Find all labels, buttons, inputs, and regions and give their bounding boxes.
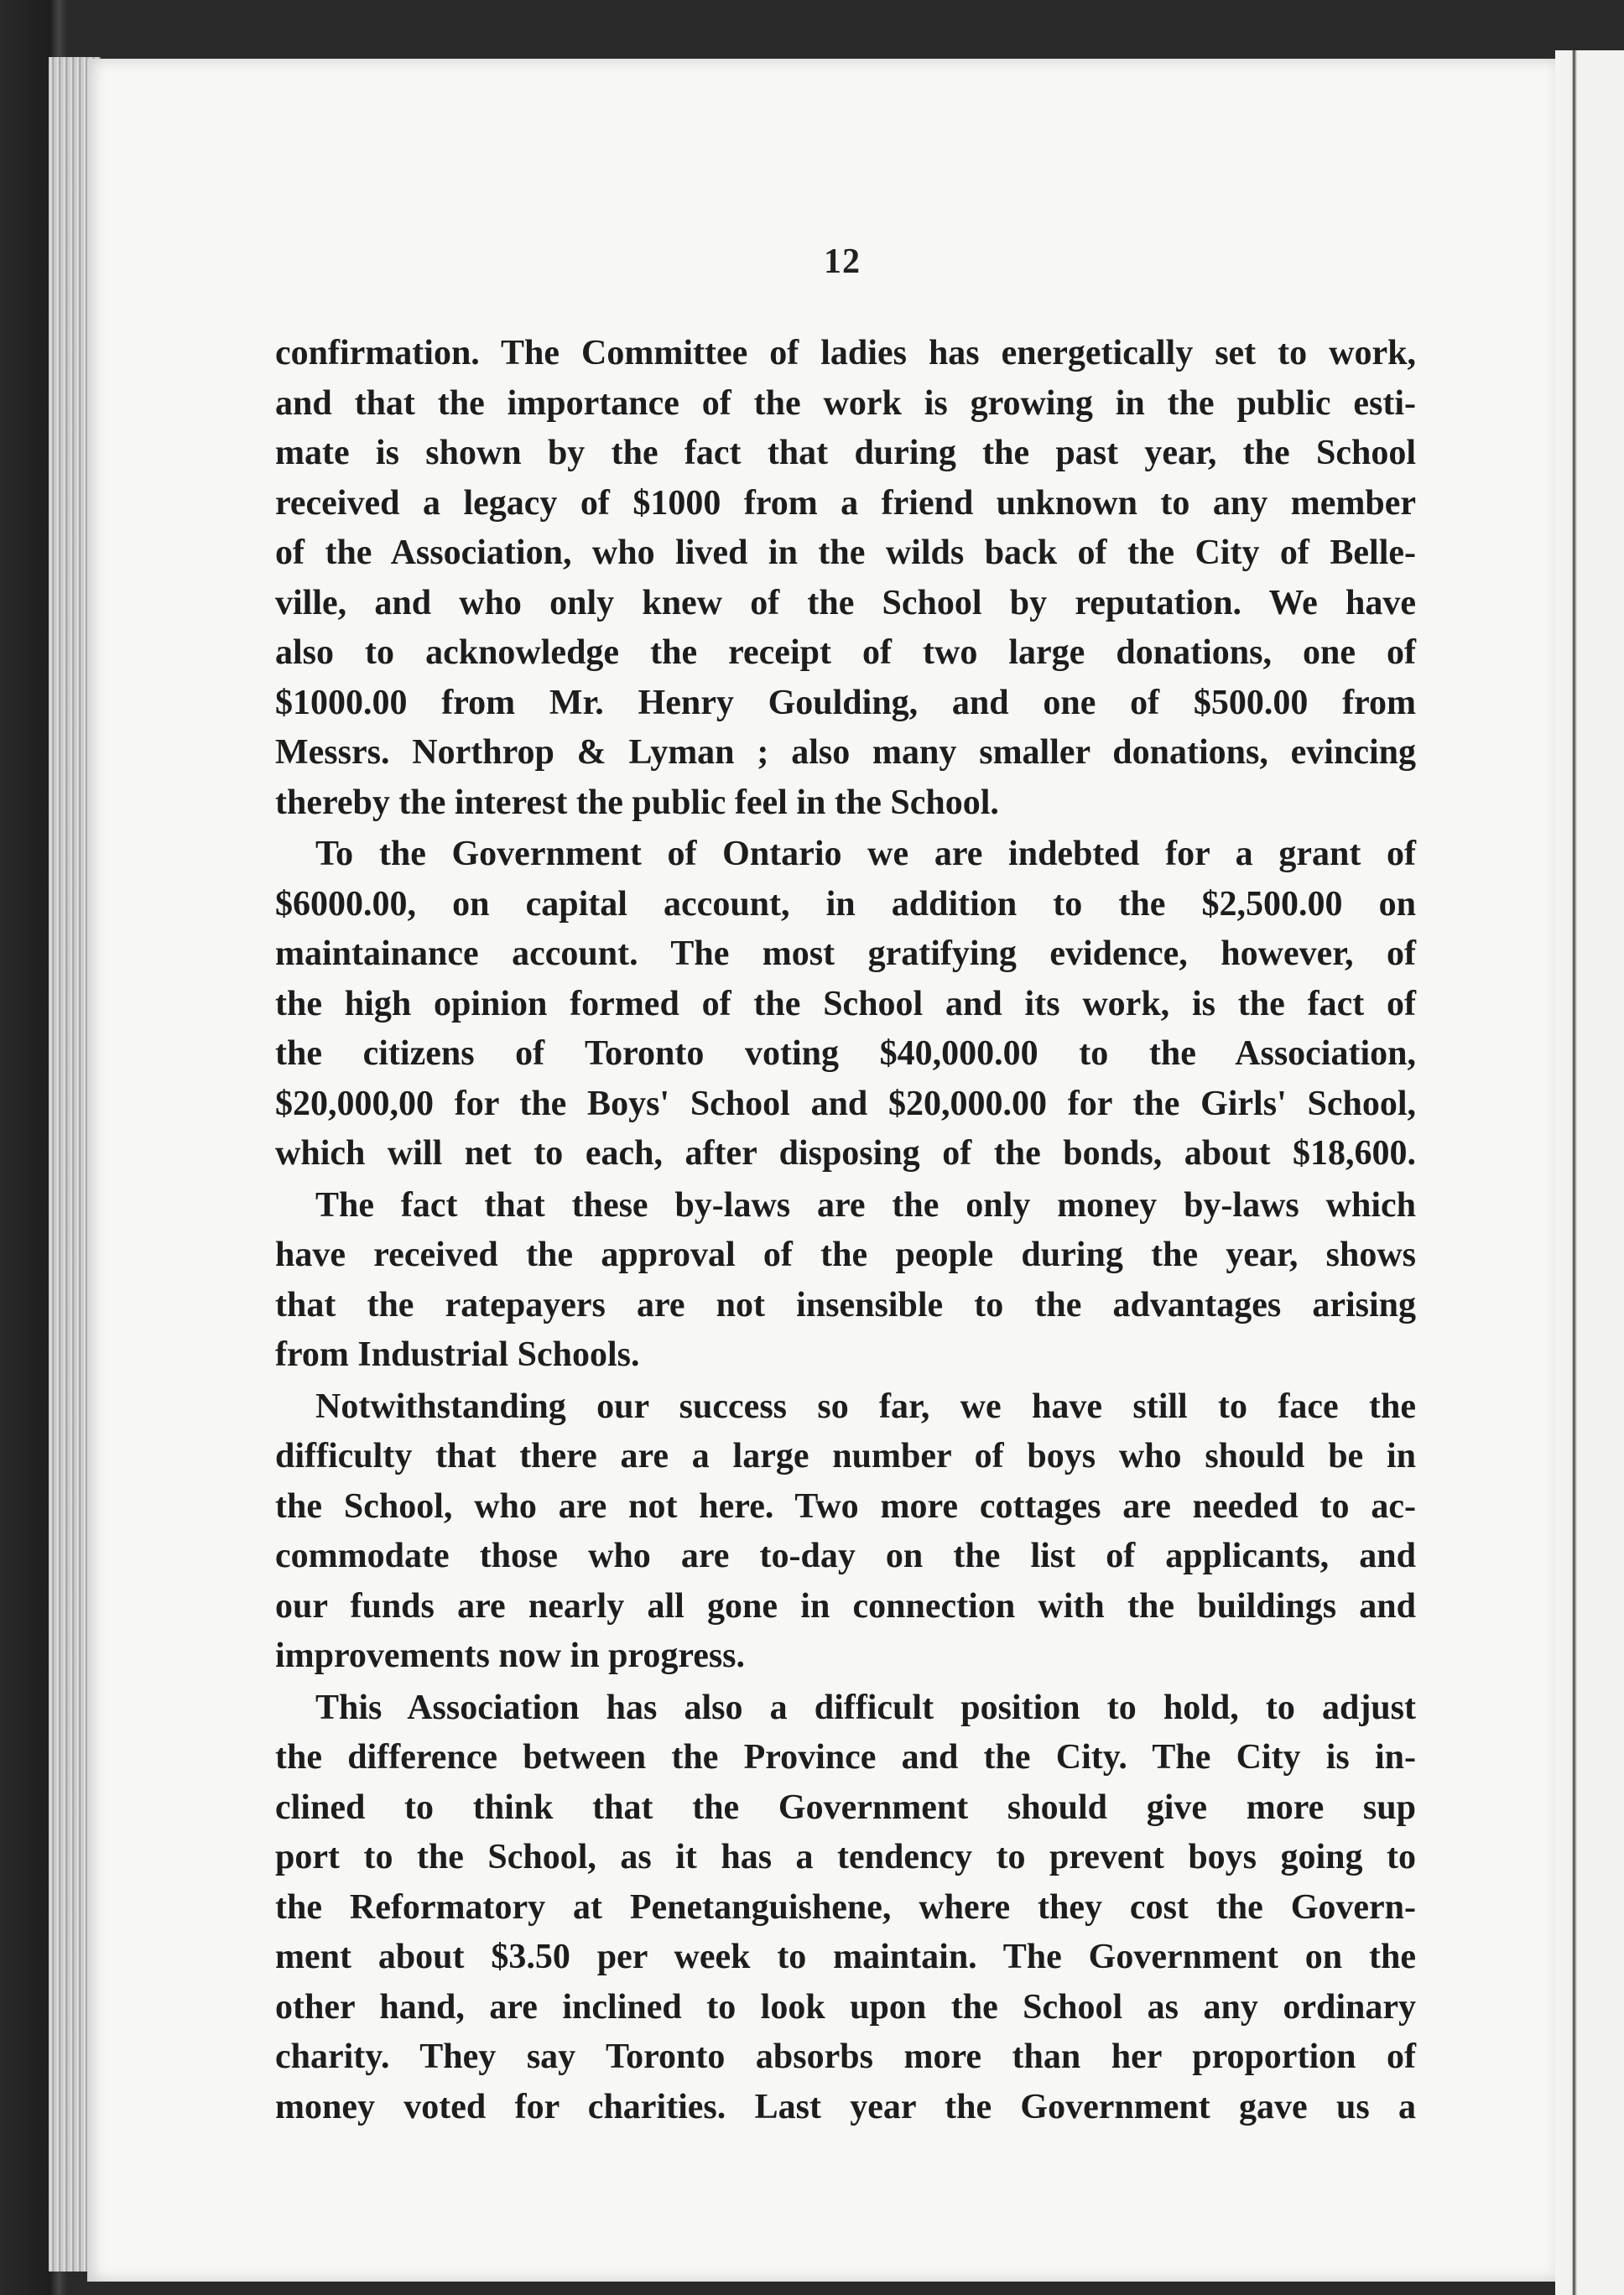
- text-line: also to acknowledge the receipt of two large donations, one of: [275, 633, 1416, 672]
- text-line: other hand, are inclined to look upon the School as any ordinary: [275, 1987, 1416, 2027]
- text-line: charity. They say Toronto absorbs more than her proportion of: [275, 2037, 1416, 2076]
- text-line: money voted for charities. Last year the Government gave us a: [275, 2087, 1416, 2126]
- paragraph-2: [275, 830, 1416, 1179]
- text-line: clined to think that the Government should give more sup: [275, 1788, 1416, 1827]
- text-line: of the Association, who lived in the wilds back of the City of Belle-: [275, 533, 1416, 572]
- text-line: confirmation. The Committee of ladies has energetically set to work,: [275, 334, 1416, 372]
- paragraph-3: [275, 1181, 1416, 1381]
- text-line: the School, who are not here. Two more cottages are needed to ac-: [275, 1486, 1416, 1526]
- paragraph-5: [275, 1684, 1416, 2133]
- text-line: the difference between the Province and the City. The City is in-: [275, 1738, 1416, 1777]
- text-line: the citizens of Toronto voting $40,000.00 to the Association,: [275, 1034, 1416, 1073]
- text-line: The fact that these by-laws are the only money by-laws which: [315, 1185, 1416, 1225]
- text-line: received a legacy of $1000 from a friend unknown to any member: [275, 483, 1416, 523]
- text-line: ment about $3.50 per week to maintain. The Government on the: [275, 1938, 1416, 1976]
- text-line: the high opinion formed of the School and its work, is the fact of: [275, 984, 1416, 1023]
- text-line: have received the approval of the people during the year, shows: [275, 1236, 1416, 1274]
- text-line: Notwithstanding our success so far, we have still to face the: [315, 1387, 1416, 1426]
- text-line: our funds are nearly all gone in connection with the buildings and: [275, 1586, 1416, 1626]
- text-line: from Industrial Schools.: [275, 1335, 640, 1374]
- text-line: ville, and who only knew of the School by reputation. We have: [275, 583, 1416, 622]
- page-number: 12: [824, 242, 861, 281]
- text-line: and that the importance of the work is growing in the public esti-: [275, 383, 1416, 423]
- text-line: To the Government of Ontario we are indebted for a grant of: [315, 835, 1416, 873]
- text-line: mate is shown by the fact that during the past year, the School: [275, 434, 1416, 472]
- text-line: $1000.00 from Mr. Henry Goulding, and one of $500.00 from: [275, 683, 1416, 722]
- text-line: that the ratepayers are not insensible to the advantages arising: [275, 1285, 1416, 1324]
- text-line: commodate those who are to-day on the list of applicants, and: [275, 1537, 1416, 1575]
- paragraph-1: [275, 329, 1416, 828]
- paragraph-4: [275, 1382, 1416, 1682]
- body-text: [275, 329, 1416, 2134]
- text-line: $6000.00, on capital account, in addition to the $2,500.00 on: [275, 884, 1416, 924]
- text-line: Messrs. Northrop & Lyman ; also many smaller donations, evincing: [275, 733, 1416, 772]
- text-line: difficulty that there are a large number of boys who should be in: [275, 1437, 1416, 1475]
- text-line: the Reformatory at Penetanguishene, where they cost the Govern-: [275, 1887, 1416, 1927]
- text-line: which will net to each, after disposing of the bonds, about $18,600.: [275, 1134, 1416, 1173]
- text-line: improvements now in progress.: [275, 1637, 746, 1675]
- text-line: thereby the interest the public feel in the School.: [275, 783, 999, 822]
- text-line: $20,000,00 for the Boys' School and $20,000.00 for the Girls' School,: [275, 1084, 1416, 1123]
- facing-page-edge: [1555, 50, 1624, 2295]
- text-line: port to the School, as it has a tendency to prevent boys going to: [275, 1838, 1416, 1876]
- text-line: maintainance account. The most gratifying evidence, however, of: [275, 934, 1416, 973]
- text-line: This Association has also a difficult position to hold, to adjust: [315, 1688, 1416, 1727]
